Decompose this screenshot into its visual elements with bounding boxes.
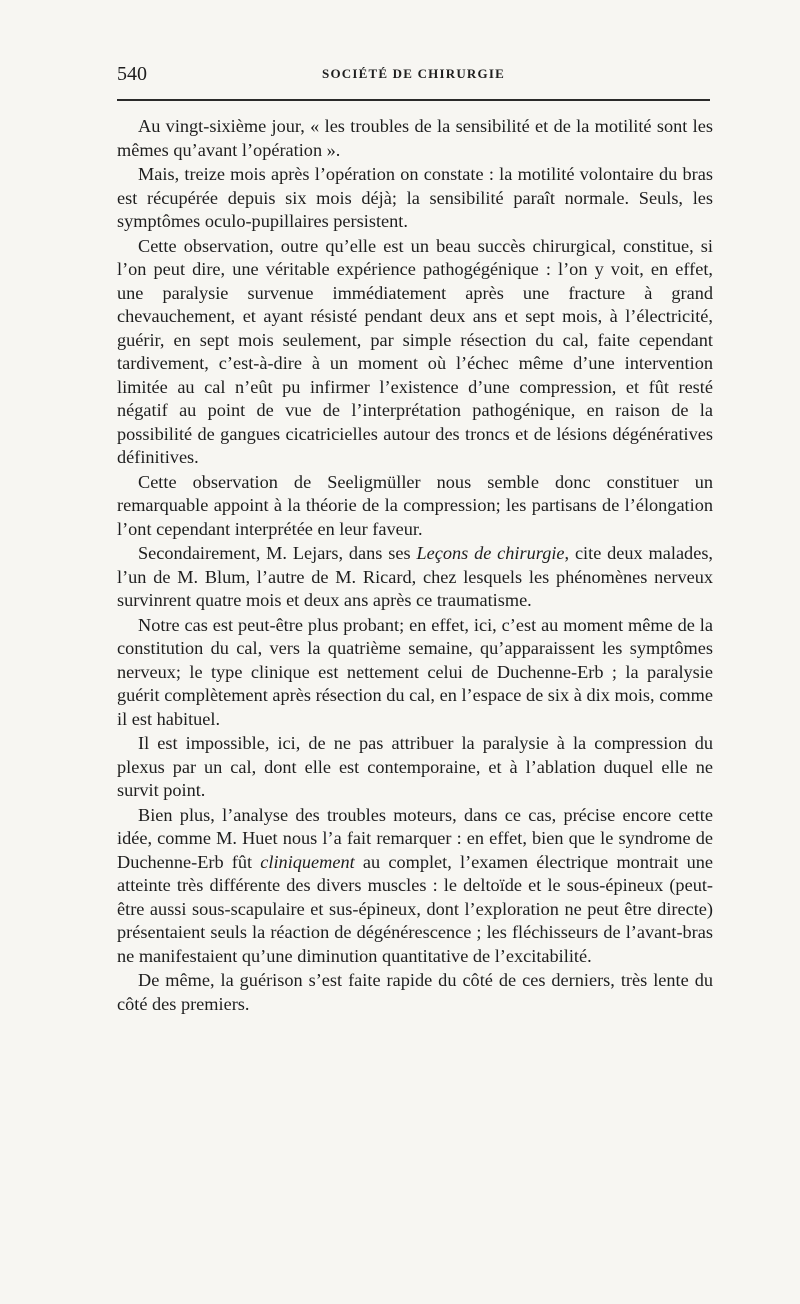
header-rule (117, 99, 710, 101)
emphasis-italic: cliniquement (260, 851, 355, 872)
paragraph-1: Au vingt-sixième jour, « les troubles de la sensibilité et de la motilité sont les mêmes qu’avant l’opération ». (117, 116, 713, 160)
paragraph-8 (117, 804, 713, 969)
body-text (117, 115, 713, 1017)
running-head: SOCIÉTÉ DE CHIRURGIE (322, 66, 505, 81)
paragraph-8-text-before: Bien plus, l’analyse des troubles moteurs, dans ce cas, précise encore cette idée, comme M. Huet nous l’a fait remarquer : en effet, bien que le syndrome de Duchenne-Erb fût (117, 804, 713, 872)
paragraph-9: De même, la guérison s’est faite rapide du côté de ces derniers, très lente du côté des premiers. (117, 970, 713, 1014)
page-number: 540 (117, 63, 147, 85)
paragraph-3: Cette observation, outre qu’elle est un beau succès chirurgical, constitue, si l’on peut dire, une véritable expérience pathogégénique : l’on y voit, en effet, une paralysie survenue immédiatement après une fracture à grand chevauchement, et ayant résisté pendant deux ans et sept mois, à l’électricité, guérir, en sept mois seulement, par simple résection du cal, faite cependant tardivement, c’est-à-dire à un moment où l’échec même d’une intervention limitée au cal n’eût pu infirmer l’existence d’une compression, et fût resté négatif au point de vue de l’interprétation pathogénique, en raison de la possibilité de gangues cicatricielles autour des troncs et de lésions dégénératives définitives. (117, 235, 713, 467)
paragraph-2: Mais, treize mois après l’opération on constate : la motilité volontaire du bras est récupérée depuis six mois déjà; la sensibilité paraît normale. Seuls, les symptômes oculo-pupillaires persistent. (117, 164, 713, 231)
page-header (117, 60, 710, 88)
paragraph-5-text-after: , cite deux malades, l’un de M. Blum, l’autre de M. Ricard, chez lesquels les phénomènes nerveux survinrent quatre mois et deux ans après ce traumatisme. (117, 543, 713, 610)
paragraph-4: Cette observation de Seeligmüller nous semble donc constituer un remarquable appoint à la théorie de la compression; les partisans de l’élongation l’ont cependant interprétée en leur faveur. (117, 471, 713, 539)
paragraph-5 (117, 542, 713, 613)
paragraph-6: Notre cas est peut-être plus probant; en effet, ici, c’est au moment même de la constitution du cal, vers la quatrième semaine, qu’apparaissent les symptômes nerveux; le type clinique est nettement celui de Duchenne-Erb ; la paralysie guérit complètement après résection du cal, en l’espace de six à dix mois, comme il est habituel. (117, 614, 713, 729)
book-title-italic: Leçons de chirurgie (416, 543, 565, 563)
paragraph-7: Il est impossible, ici, de ne pas attribuer la paralysie à la compression du plexus par un cal, dont elle est contemporaine, et à l’ablation duquel elle ne survit point. (117, 733, 713, 800)
paragraph-5-text-before: Secondairement, M. Lejars, dans ses (138, 543, 417, 563)
paragraph-8-text-after: au complet, l’examen électrique montrait une atteinte très différente des divers muscles : le deltoïde et le sous-épineux (peut-être aussi sous-scapulaire et sus-épineux, dont l’exploration ne peut être directe) présentaient seuls la réaction de dégénérescence ; les fléchisseurs de l’avant-bras ne manifestaient qu’une diminution quantitative de l’excitabilité. (117, 851, 713, 966)
